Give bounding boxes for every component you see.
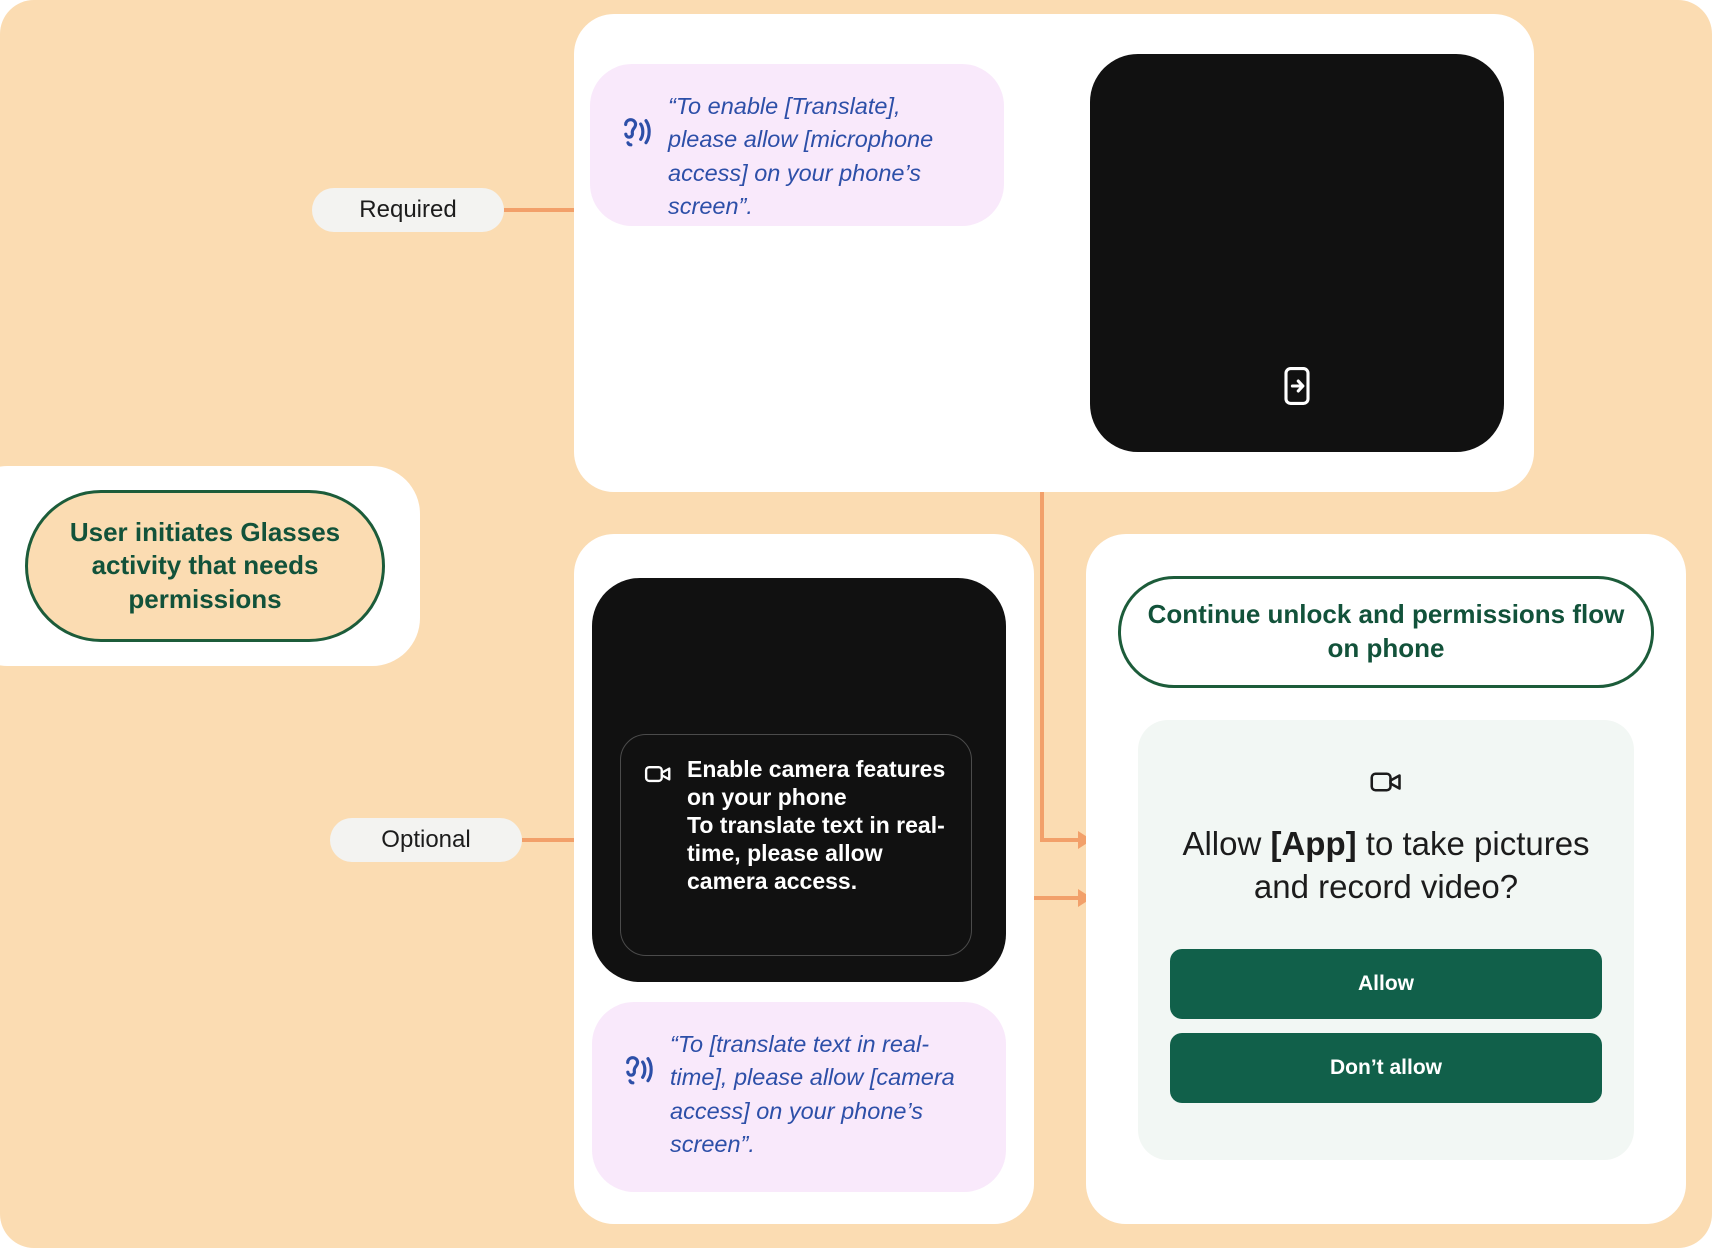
start-node — [25, 490, 385, 642]
optional-flow-panel — [574, 534, 1034, 1224]
required-caption-text: “To enable [Translate], please allow [microphone access] on your phone’s screen”. — [668, 93, 934, 220]
audio-caption-icon — [616, 1050, 660, 1095]
audio-caption-icon — [614, 112, 658, 157]
camera-icon — [1170, 764, 1602, 805]
camera-icon — [643, 759, 673, 794]
optional-caption-bubble — [592, 1002, 1006, 1192]
glasses-screen-unlock — [1090, 54, 1504, 452]
glasses-card-body: To translate text in real-time, please allow camera access. — [687, 812, 945, 895]
glasses-screen-camera — [592, 578, 1006, 982]
dialog-question-app: [App] — [1270, 825, 1357, 862]
connector-optional-to-glasses — [522, 838, 582, 842]
allow-button[interactable]: Allow — [1170, 949, 1602, 1019]
outcome-node-label: Continue unlock and permissions flow on phone — [1147, 599, 1625, 663]
deny-button[interactable]: Don’t allow — [1170, 1033, 1602, 1103]
dialog-question-suffix: to take pictures and record video? — [1253, 825, 1590, 905]
optional-caption-text: “To [translate text in real-time], please allow [camera access] on your phone’s screen”. — [670, 1031, 955, 1158]
connector-to-phone-panel — [1040, 838, 1082, 842]
required-flow-panel — [574, 14, 1534, 492]
glasses-card-title: Enable camera features on your phone — [687, 756, 946, 811]
branch-required-text: Required — [359, 196, 457, 223]
unlock-phone-icon — [1275, 364, 1319, 413]
branch-label-optional — [330, 818, 522, 862]
glasses-permission-card — [620, 734, 972, 956]
start-node-panel — [0, 466, 420, 666]
dialog-question — [1170, 823, 1602, 909]
connector-required-to-caption — [504, 208, 582, 212]
outcome-node — [1118, 576, 1654, 688]
branch-optional-text: Optional — [381, 826, 471, 853]
dialog-question-prefix: Allow — [1182, 825, 1271, 862]
branch-label-required — [312, 188, 504, 232]
start-node-label: User initiates Glasses activity that needs permissions — [69, 517, 341, 614]
required-caption-bubble — [590, 64, 1004, 226]
phone-flow-panel — [1086, 534, 1686, 1224]
phone-permission-dialog — [1138, 720, 1634, 1160]
